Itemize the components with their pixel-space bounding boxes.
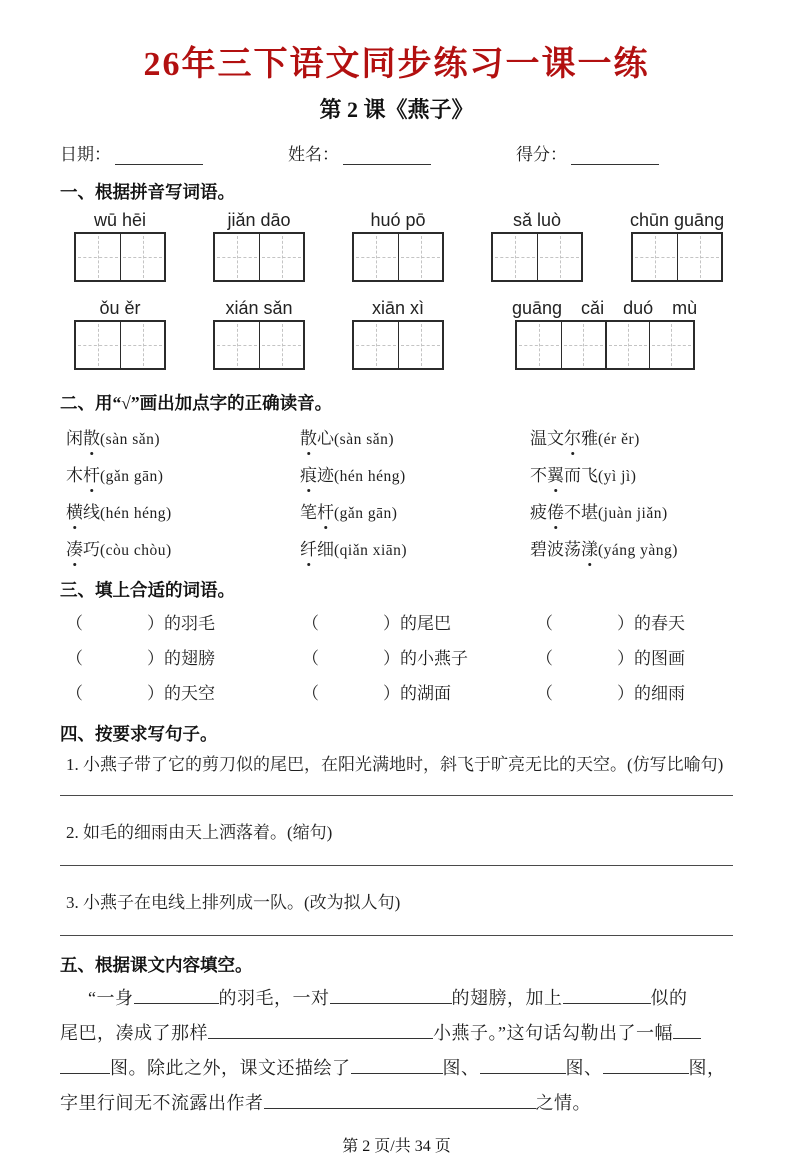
grid-cell [537, 234, 581, 280]
word-char: 笔 [300, 503, 317, 522]
header-field [288, 140, 516, 165]
word-fill-item [302, 606, 536, 641]
word-char: 杆 [83, 458, 100, 494]
paren-open: （ [66, 614, 83, 633]
word-fill-grid [66, 606, 733, 711]
paren-close: ） [147, 614, 164, 633]
paren-open: （ [536, 614, 553, 633]
word-fill-item [302, 641, 536, 676]
pinyin-label: sǎ luò [512, 210, 562, 230]
page-number-footer: 第 2 页/共 34 页 [342, 1138, 451, 1155]
sentence-tasks-list [60, 754, 733, 936]
pinyin-label: wū hēi [93, 210, 147, 230]
word-char: 凑 [66, 532, 83, 568]
word-char: 痕 [300, 458, 317, 494]
word-char: 疲 [530, 503, 547, 522]
word-fill-item [536, 641, 733, 676]
section5-heading: 五、根据课文内容填空。 [60, 955, 253, 975]
grid-cell [215, 234, 259, 280]
item-label: 的图画 [634, 649, 685, 668]
word-char: 温 [530, 429, 547, 448]
writing-grid [213, 320, 305, 370]
pinyin-row [60, 208, 733, 282]
pinyin-label: xián sǎn [225, 298, 293, 318]
text-segment: 尾巴，凑成了那样 [60, 1023, 208, 1043]
word-char: 心 [317, 429, 334, 448]
pinyin-label: ǒu ěr [99, 298, 141, 318]
blank-line [673, 1022, 701, 1039]
pinyin-options: (sàn sǎn) [334, 431, 395, 448]
pronunciation-item [300, 532, 530, 569]
pronunciation-item [530, 421, 733, 458]
word-char: 杆 [317, 495, 334, 531]
pinyin-label: chūn guāng [630, 210, 725, 230]
fill-blank-line [60, 981, 733, 1016]
paren-close: ） [383, 684, 400, 703]
paren-close: ） [617, 684, 634, 703]
pronunciation-item [530, 532, 733, 569]
pinyin-group [213, 208, 305, 282]
paren-open: （ [536, 684, 553, 703]
pinyin-options: (hén héng) [334, 468, 406, 485]
word [530, 503, 598, 522]
word-char: 尔 [564, 421, 581, 457]
field-label: 姓名： [288, 145, 339, 164]
pinyin-options: (yáng yàng) [598, 542, 678, 559]
paren-close: ） [383, 614, 400, 633]
pinyin-options: (juàn jiǎn) [598, 505, 668, 522]
word-char: 细 [317, 540, 334, 559]
word-fill-item [536, 676, 733, 711]
pinyin-group [630, 208, 724, 282]
text-segment: 的翅膀，加上 [451, 988, 563, 1008]
text-segment: “一身 [88, 988, 134, 1008]
field-label: 得分： [516, 145, 567, 164]
writing-grid [631, 232, 723, 282]
word-char: 散 [83, 421, 100, 457]
header-field [60, 140, 288, 165]
word-char: 迹 [317, 466, 334, 485]
pinyin-options: (yì jì) [598, 468, 637, 485]
paren-open: （ [302, 614, 319, 633]
word-char: 波 [547, 540, 564, 559]
passage-fill-area [60, 981, 733, 1121]
text-segment: 图、 [442, 1058, 480, 1078]
sentence-task: 1. 小燕子带了它的剪刀似的尾巴，在阳光满地时，斜飞于旷亮无比的天空。(仿写比喻句) [66, 755, 724, 774]
fill-blank-line [60, 1086, 733, 1121]
field-label: 日期： [60, 145, 111, 164]
word [66, 540, 100, 559]
grid-cell [677, 234, 721, 280]
grid-cell [398, 322, 442, 368]
pinyin-options: (qiǎn xiān) [334, 542, 408, 559]
paren-open: （ [302, 684, 319, 703]
word-char: 纤 [300, 532, 317, 568]
pronunciation-item [66, 458, 300, 495]
grid-cell [120, 234, 164, 280]
item-label: 的羽毛 [164, 614, 215, 633]
writing-grid [74, 320, 166, 370]
header-field [516, 140, 659, 165]
pronunciation-item [300, 421, 530, 458]
word-char: 雅 [581, 429, 598, 448]
grid-cell [561, 322, 605, 368]
paren-open: （ [302, 649, 319, 668]
pronunciation-items-grid [66, 421, 733, 569]
item-label: 的细雨 [634, 684, 685, 703]
item-label: 的翅膀 [164, 649, 215, 668]
word [300, 540, 334, 559]
text-segment: 小燕子。”这句话勾勒出了一幅 [433, 1023, 673, 1043]
blank-line [351, 1057, 443, 1074]
grid-cell [76, 322, 120, 368]
word [530, 429, 598, 448]
word-char: 横 [66, 495, 83, 531]
pinyin-group [352, 208, 444, 282]
pinyin-group [512, 296, 697, 370]
sentence-task: 2. 如毛的细雨由天上洒落着。(缩句) [66, 823, 333, 842]
blank-line [208, 1022, 433, 1039]
answer-line [60, 776, 733, 796]
section1-heading: 一、根据拼音写词语。 [60, 182, 235, 202]
paren-close: ） [617, 614, 634, 633]
section3-heading: 三、填上合适的词语。 [60, 580, 235, 600]
paren-close: ） [147, 649, 164, 668]
pinyin-options: (ér ěr) [598, 431, 640, 448]
grid-cell [493, 234, 537, 280]
text-segment: 似的 [650, 988, 688, 1008]
paren-open: （ [66, 684, 83, 703]
page-title: 26年三下语文同步练习一课一练 [143, 46, 650, 83]
word-char: 荡 [564, 540, 581, 559]
pinyin-label: jiǎn dāo [227, 210, 291, 230]
pronunciation-item [66, 532, 300, 569]
grid-cell [215, 322, 259, 368]
grid-cell [76, 234, 120, 280]
item-label: 的天空 [164, 684, 215, 703]
paren-close: ） [383, 649, 400, 668]
writing-grid [74, 232, 166, 282]
writing-grid [352, 320, 444, 370]
word-char: 巧 [83, 540, 100, 559]
pinyin-writing-area [60, 208, 733, 370]
blank-line [264, 1092, 536, 1109]
grid-cell [605, 322, 649, 368]
text-segment: 图、 [565, 1058, 603, 1078]
grid-cell [517, 322, 561, 368]
word-char: 不 [530, 466, 547, 485]
word-char: 倦 [547, 495, 564, 531]
word [300, 503, 334, 522]
word-char: 飞 [581, 466, 598, 485]
word-char: 散 [300, 421, 317, 457]
pronunciation-item [300, 495, 530, 532]
blank-line [330, 987, 452, 1004]
writing-grid [352, 232, 444, 282]
blank-line [603, 1057, 689, 1074]
pinyin-options: (sàn sǎn) [100, 431, 161, 448]
pronunciation-item [66, 495, 300, 532]
pinyin-group [352, 296, 444, 370]
word-char: 堪 [581, 503, 598, 522]
word-fill-item [66, 606, 302, 641]
text-segment: 的羽毛，一对 [218, 988, 330, 1008]
word [300, 466, 334, 485]
sentence-task: 3. 小燕子在电线上排列成一队。(改为拟人句) [66, 893, 401, 912]
lesson-subtitle: 第 2 课《燕子》 [319, 97, 474, 122]
grid-cell [398, 234, 442, 280]
field-blank-line [571, 148, 659, 165]
text-segment: 之情。 [535, 1093, 591, 1113]
word-char: 翼 [547, 458, 564, 494]
pinyin-group [74, 208, 166, 282]
text-segment: 图， [688, 1058, 726, 1078]
field-blank-line [115, 148, 203, 165]
word-char: 闲 [66, 429, 83, 448]
word [66, 503, 100, 522]
word [530, 540, 598, 559]
word-char: 文 [547, 429, 564, 448]
pinyin-label: xiān xì [371, 298, 425, 318]
word-fill-item [536, 606, 733, 641]
word [66, 466, 100, 485]
paren-close: ） [147, 684, 164, 703]
pinyin-label: guāng cǎi duó mù [512, 298, 698, 318]
grid-cell [354, 234, 398, 280]
fill-blank-line [60, 1016, 733, 1051]
paren-open: （ [66, 649, 83, 668]
pronunciation-item [300, 458, 530, 495]
word-char: 不 [564, 503, 581, 522]
worksheet-page [0, 36, 793, 1158]
item-label: 的尾巴 [400, 614, 451, 633]
grid-cell [259, 322, 303, 368]
blank-line [60, 1057, 110, 1074]
grid-cell [354, 322, 398, 368]
word-fill-item [302, 676, 536, 711]
item-label: 的春天 [634, 614, 685, 633]
word-char: 而 [564, 466, 581, 485]
grid-cell [120, 322, 164, 368]
blank-line [134, 987, 219, 1004]
pinyin-row [60, 296, 733, 370]
blank-line [480, 1057, 566, 1074]
grid-cell [633, 234, 677, 280]
page-content [0, 36, 793, 1156]
paren-open: （ [536, 649, 553, 668]
word-fill-item [66, 641, 302, 676]
pinyin-options: (gǎn gān) [334, 505, 398, 522]
pinyin-group [491, 208, 583, 282]
word-char: 线 [83, 503, 100, 522]
field-blank-line [343, 148, 431, 165]
grid-cell [649, 322, 693, 368]
pinyin-group [74, 296, 166, 370]
pronunciation-item [530, 495, 733, 532]
fill-blank-line [60, 1051, 733, 1086]
header-fields-row [60, 140, 733, 165]
writing-grid [515, 320, 695, 370]
pinyin-options: (hén héng) [100, 505, 172, 522]
pinyin-label: huó pō [370, 210, 426, 230]
word-char: 碧 [530, 540, 547, 559]
word [66, 429, 100, 448]
pinyin-options: (gǎn gān) [100, 468, 164, 485]
blank-line [563, 987, 651, 1004]
text-segment: 图。除此之外，课文还描绘了 [110, 1058, 351, 1078]
writing-grid [213, 232, 305, 282]
word-char: 木 [66, 466, 83, 485]
pronunciation-item [530, 458, 733, 495]
section4-heading: 四、按要求写句子。 [60, 724, 218, 744]
grid-cell [259, 234, 303, 280]
item-label: 的小燕子 [400, 649, 468, 668]
item-label: 的湖面 [400, 684, 451, 703]
section2-heading: 二、用“√”画出加点字的正确读音。 [60, 393, 333, 413]
pronunciation-item [66, 421, 300, 458]
word [300, 429, 334, 448]
pinyin-group [213, 296, 305, 370]
paren-close: ） [617, 649, 634, 668]
answer-line [60, 914, 733, 936]
word [530, 466, 598, 485]
word-fill-item [66, 676, 302, 711]
writing-grid [491, 232, 583, 282]
pinyin-options: (còu chòu) [100, 542, 172, 559]
word-char: 漾 [581, 532, 598, 568]
text-segment: 字里行间无不流露出作者 [60, 1093, 264, 1113]
answer-line [60, 844, 733, 866]
